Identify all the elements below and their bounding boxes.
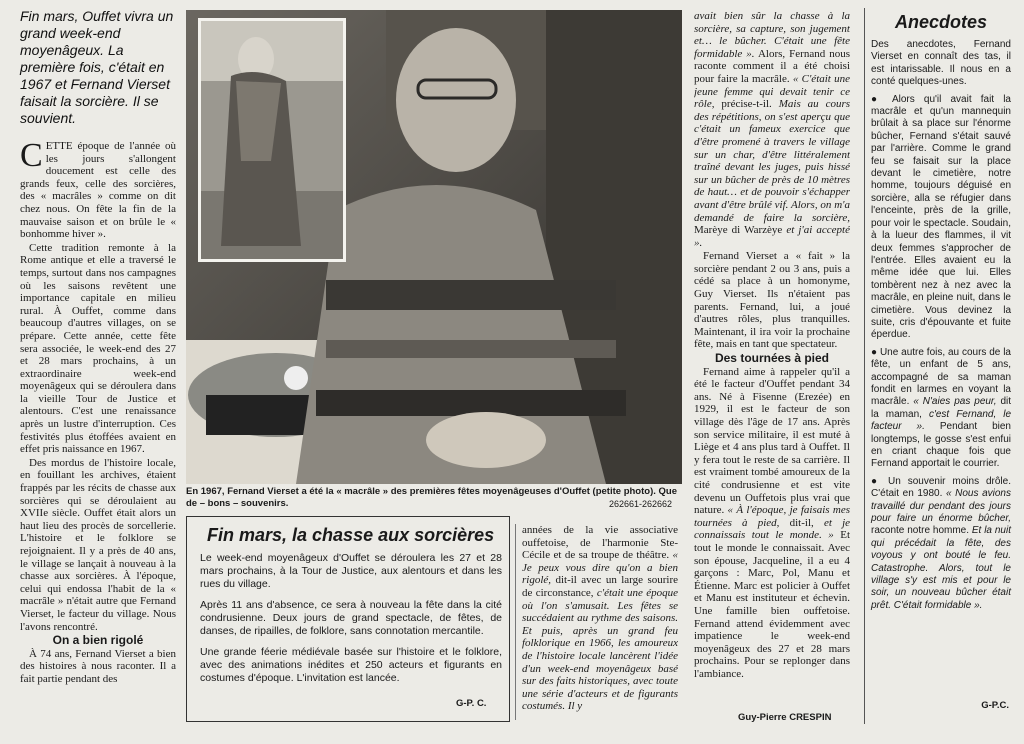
- inset-photo: [198, 18, 346, 262]
- box-signature: G-P. C.: [456, 698, 487, 709]
- sidebar-text: [865, 39, 1017, 612]
- sidebar-signature: G-P.C.: [981, 700, 1009, 711]
- paragraph: avait bien sûr la chasse à la sorcière, sa capture, son jugement et… le bûcher. C'était une fête formidable ». Alors, Fernand nous raconte comment il a été choisi pour faire la macrâle. « C'était une jeune femme qui devait tenir ce rôle, précise-t-il. Mais au cours des répétitions, on s'est aperçu que c'était un fameux exercice que d'être promené à travers le village sur un char, d'être littéralement traîné devant les juges, puis hissé sur un bûcher de près de 10 mètres de haut… et de pouvoir s'échapper avant d'être brûlé vif. Alors, on m'a demandé de faire la sorcière, Marèye di Warzèye et j'ai accepté ».: [694, 10, 850, 249]
- article-signature: Guy-Pierre CRESPIN: [738, 712, 832, 723]
- paragraph: À 74 ans, Fernand Vierset a bien des histoires à nous raconter. Il a fait partie pendant des: [20, 647, 176, 685]
- paragraph: ● Un souvenir moins drôle. C'était en 1980. « Nous avions travaillé dur pendant des jours pour faire un énorme bûcher, raconte notre homme. Et la nuit qui précédait la fête, des voyous y ont bouté le feu. Catastrophe. Alors, tout le village s'y est mis et pour le soir, un nouveau bûcher était prêt. C'était formidable ».: [871, 475, 1011, 611]
- column-divider: [515, 524, 516, 720]
- paragraph: Cette tradition remonte à la Rome antique et elle a traversé le temps, surtout dans nos campagnes où les saisons revêtent une importance capitale en milieu rural. À Ouffet, comme dans beaucoup d'autres villages, on se prépare. Cette année, cette fête sera associée, le week-end des 27 et 28 mars prochains, à un extraordinaire week-end moyenâgeux qui se déroulera dans la vieille Tour de Justice et alentours. C'est une renaissance après un lustre d'interruption. Ces festivités plus étoffées avaient en effet pris naissance en 1967.: [20, 241, 176, 456]
- article-column-3: [522, 524, 678, 724]
- subhead-rigole: On a bien rigolé: [52, 633, 144, 648]
- paragraph: Une grande féerie médiévale basée sur l'histoire et le folklore, avec des animations inédites et 250 acteurs et figurants en costumes d'époque. L'invitation est lancée.: [200, 646, 502, 684]
- sidebar-title: Anecdotes: [894, 12, 988, 32]
- anecdotes-sidebar: [864, 8, 1017, 724]
- lead-intro: Fin mars, Ouffet vivra un grand week-end moyenâgeux. La première fois, c'était en 1967 et Fernand Vierset faisait la sorcière. Il se souvient.: [20, 8, 174, 126]
- drop-cap: C: [20, 140, 43, 174]
- paragraph: ● Une autre fois, au cours de la fête, un enfant de 5 ans, accompagné de sa maman fondit en larmes en voyant la macrâle. « N'aies pas peur, dit la maman, c'est Fernand, le facteur ». Pendant bien longtemps, le gosse s'est enfui en criant chaque fois que Fernand apportait le courrier.: [871, 346, 1012, 470]
- paragraph: Fernand aime à rappeler qu'il a été le facteur d'Ouffet pendant 34 ans. Né à Fisenne (Erezée) en 1929, il est le facteur de son village dès l'âge de 17 ans. Après son service militaire, il est muté à Liège et 4 ans plus tard à Ouffet. Il y fera tout le reste de sa carrière. Il est vraiment tombé amoureux de la cité condrusienne et est vite devenu un Ouffetois plus vrai que nature. « À l'époque, je faisais mes tournées à pied, dit-il, et je connaissais tout le monde. » Et tout le monde le connaissait. Avec son épouse, Jacqueline, il a eu 4 garçons : Marc, Pol, Manu et Étienne. Marc est policier à Ouffet et Manu est instituteur et échevin. Une famille bien ouffetoise. Fernand attend évidemment avec impatience le week-end moyenâgeux des 27 et 28 mars prochains. Pour se replonger dans l'ambiance.: [694, 365, 850, 680]
- paragraph: Le week-end moyenâgeux d'Ouffet se déroulera les 27 et 28 mars prochains, à la Tour de Justice, aux alentours et dans les rues du village.: [200, 552, 502, 590]
- article-column-4: [694, 10, 850, 694]
- paragraph: Après 11 ans d'absence, ce sera à nouveau la fête dans la cité condrusienne. Deux jours de grand spectacle, de fêtes, de danses, de ripailles, de folklore, sans connotation mercantile.: [200, 599, 502, 637]
- boxed-article-title: Fin mars, la chasse aux sorcières: [207, 525, 495, 545]
- paragraph: Fernand Vierset a « fait » la sorcière pendant 2 ou 3 ans, puis a cédé sa place à un homonyme, Guy Vierset. Ils n'étaient pas parents. Fernand, lui, a joué d'autres rôles, plus tranquilles. Maintenant, il ira voir la prochaine fête, mais en tant que spectateur.: [694, 250, 850, 351]
- boxed-article-text: [200, 552, 502, 693]
- paragraph: CETTE époque de l'année où les jours s'allongent doucement est celle des grands feux, celle des sorcières, des « macrâles » comme on dit chez nous. On fête la fin de la mauvaise saison et on brûle le « bonhomme hiver ».: [20, 140, 176, 241]
- photo-witch-costume: [201, 21, 343, 259]
- paragraph: années de la vie associative ouffetoise, de l'harmonie Ste-Cécile et de sa troupe de théâtre. « Je peux vous dire qu'on a bien rigolé, dit-il avec un large sourire de circonstance, c'était une époque où l'on s'amusait. Les fêtes se succédaient au rythme des saisons. Et puis, après un grand feu folklorique en 1966, les amoureux de l'histoire locale lancèrent l'idée d'un week-end moyenâgeux basé sur des faits historiques, avec toute une série d'acteurs et de figurants costumés. Il y: [522, 524, 678, 713]
- article-column-1: [20, 140, 176, 730]
- photo-reference-number: 262661-262662: [608, 499, 672, 509]
- paragraph: Des mordus de l'histoire locale, en fouillant les archives, étaient frappés par les récits de chasse aux sorcières qui se déroulaient au XVIIe siècle. Ouffet était alors un haut lieu des procès de sorcellerie. L'histoire et le folklore se rejoignaient. Il y a près de 40 ans, le village se lançait à nouveau à la chasse aux sorcières. À l'époque, celui qui endossa l'habit de la « macrâle » n'était autre que Fernand Vierset, le facteur du village. Nous l'avons rencontré.: [20, 456, 176, 633]
- subhead-tournees: Des tournées à pied: [714, 351, 830, 366]
- paragraph: ● Alors qu'il avait fait la macrâle et qu'un mannequin brûlait à sa place sur l'énorme bûcher, Fernand s'était sauvé par l'arrière. Comme le grand feu se faisait sur la place devant le cimetière, notre homme, toujours déguisé en sorcière, alla se réfugier dans l'enceinte, près de la grille, pour voir le spectacle. Soudain, à la lueur des flammes, il vit deux femmes s'approcher de l'entrée. Elles avaient eu la même idée que lui. Elles tombèrent nez à nez avec la macrâle, en pleine nuit, dans le cimetière. Vous devinez la suite, cris d'épouvante et fuite éperdue.: [871, 93, 1011, 341]
- paragraph: Des anecdotes, Fernand Vierset en connaît des tas, il est intarissable. Il nous en a conté quelques-unes.: [871, 39, 1011, 88]
- photo-caption: En 1967, Fernand Vierset a été la « macrâle » des premières fêtes moyenâgeuses d'Ouffet (petite photo). Que de – bons – souvenirs. 262661-262662: [186, 486, 677, 509]
